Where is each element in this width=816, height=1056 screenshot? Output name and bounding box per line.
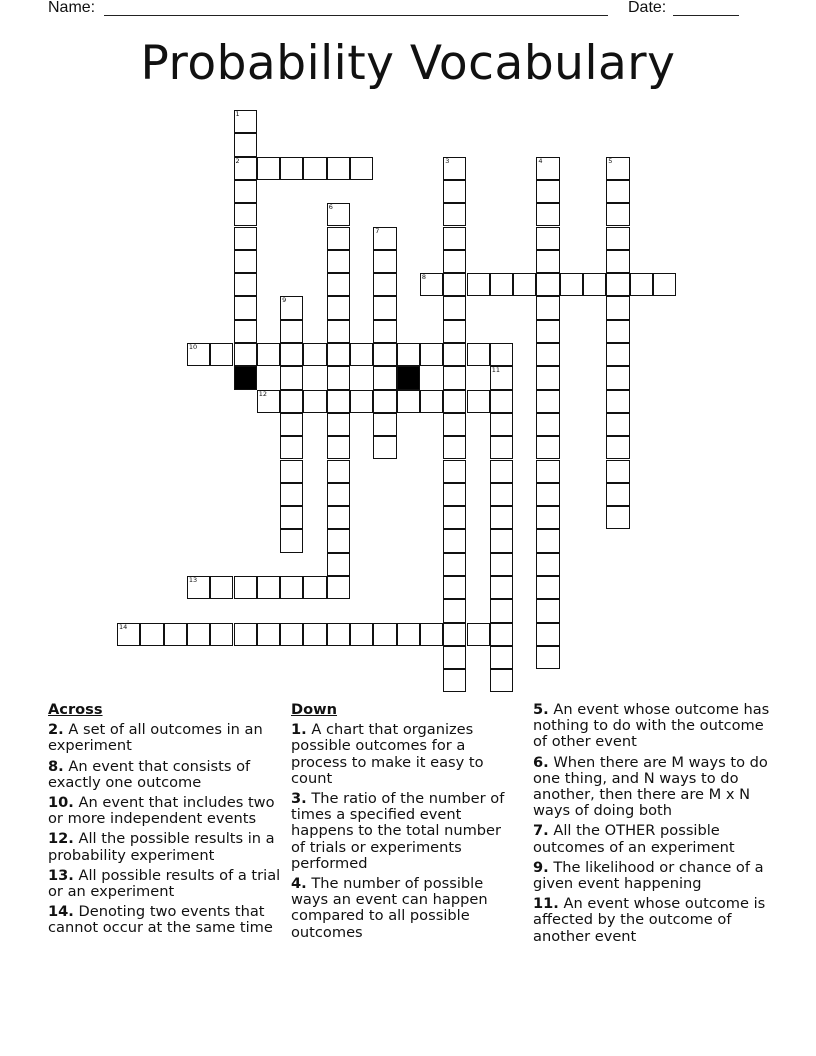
crossword-cell[interactable] bbox=[606, 436, 629, 459]
clue-number-label: 9. bbox=[533, 858, 549, 876]
crossword-cell[interactable] bbox=[653, 273, 676, 296]
clue-number: 5 bbox=[608, 156, 613, 165]
clue-number: 10 bbox=[188, 343, 198, 351]
clue-text: All the possible results in a probability experiment bbox=[48, 830, 275, 864]
across-clue bbox=[48, 795, 282, 827]
crossword-cell[interactable] bbox=[210, 343, 233, 366]
down-clue bbox=[533, 702, 773, 751]
crossword-cell[interactable] bbox=[420, 623, 443, 646]
crossword-cell[interactable] bbox=[350, 343, 373, 366]
crossword-cell[interactable] bbox=[373, 343, 396, 366]
crossword-cell[interactable] bbox=[373, 273, 396, 296]
crossword-cell[interactable] bbox=[606, 227, 629, 250]
crossword-cell[interactable] bbox=[490, 413, 513, 436]
crossword-cell[interactable] bbox=[536, 296, 559, 319]
across-heading: Across bbox=[48, 701, 103, 718]
crossword-cell[interactable] bbox=[536, 506, 559, 529]
clue-number-label: 14. bbox=[48, 903, 74, 921]
crossword-cell[interactable] bbox=[443, 203, 466, 226]
crossword-cell[interactable] bbox=[350, 157, 373, 180]
crossword-cell[interactable] bbox=[536, 529, 559, 552]
crossword-cell[interactable] bbox=[373, 390, 396, 413]
crossword-cell[interactable] bbox=[606, 366, 629, 389]
clue-text: The ratio of the number of times a specified event happens to the total number of trials or experiments performed bbox=[291, 790, 505, 872]
crossword-cell[interactable] bbox=[443, 320, 466, 343]
crossword-cell[interactable] bbox=[234, 623, 257, 646]
clues-column-2 bbox=[291, 702, 511, 945]
crossword-cell[interactable] bbox=[443, 436, 466, 459]
crossword-cell[interactable] bbox=[606, 320, 629, 343]
across-clue bbox=[48, 904, 282, 936]
crossword-cell[interactable] bbox=[257, 576, 280, 599]
crossword-cell[interactable] bbox=[536, 157, 559, 180]
clue-number: 11 bbox=[491, 366, 501, 375]
clue-number-label: 10. bbox=[48, 794, 74, 812]
crossword-cell[interactable] bbox=[350, 623, 373, 646]
crossword-cell[interactable] bbox=[373, 623, 396, 646]
crossword-cell[interactable] bbox=[327, 413, 350, 436]
clue-text: An event whose outcome has nothing to do with the outcome of other event bbox=[533, 701, 770, 751]
crossword-cell[interactable] bbox=[490, 529, 513, 552]
crossword-cell[interactable] bbox=[443, 366, 466, 389]
crossword-cell[interactable] bbox=[467, 390, 490, 413]
crossword-cell[interactable] bbox=[234, 320, 257, 343]
crossword-cell[interactable] bbox=[303, 623, 326, 646]
across-clue bbox=[48, 831, 282, 863]
clue-number-label: 3. bbox=[291, 790, 307, 808]
clue-number-label: 1. bbox=[291, 721, 307, 739]
crossword-cell[interactable] bbox=[443, 576, 466, 599]
crossword-cell[interactable] bbox=[467, 273, 490, 296]
crossword-cell[interactable] bbox=[280, 623, 303, 646]
crossword-cell[interactable] bbox=[373, 227, 396, 250]
crossword-cell[interactable] bbox=[606, 483, 629, 506]
crossword-cell[interactable] bbox=[234, 110, 257, 133]
crossword-cell[interactable] bbox=[210, 576, 233, 599]
crossword-cell[interactable] bbox=[606, 273, 629, 296]
crossword-cell[interactable] bbox=[513, 273, 536, 296]
crossword-cell[interactable] bbox=[443, 623, 466, 646]
crossword-cell[interactable] bbox=[280, 436, 303, 459]
crossword-cell[interactable] bbox=[443, 483, 466, 506]
crossword-cell[interactable] bbox=[327, 296, 350, 319]
crossword-cell[interactable] bbox=[536, 203, 559, 226]
crossword-cell[interactable] bbox=[327, 529, 350, 552]
crossword-cell[interactable] bbox=[280, 483, 303, 506]
crossword-cell[interactable] bbox=[536, 460, 559, 483]
crossword-cell[interactable] bbox=[630, 273, 653, 296]
crossword-cell[interactable] bbox=[490, 273, 513, 296]
crossword-cell[interactable] bbox=[373, 296, 396, 319]
crossword-cell[interactable] bbox=[606, 413, 629, 436]
crossword-cell[interactable] bbox=[490, 483, 513, 506]
crossword-cell[interactable] bbox=[443, 296, 466, 319]
crossword-cell[interactable] bbox=[327, 623, 350, 646]
crossword-cell[interactable] bbox=[536, 227, 559, 250]
clue-number-label: 13. bbox=[48, 866, 74, 884]
name-label: Name: bbox=[48, 0, 96, 16]
crossword-cell[interactable] bbox=[280, 529, 303, 552]
clue-number-label: 11. bbox=[533, 895, 559, 913]
down-clue-list-continued bbox=[533, 702, 773, 945]
crossword-cell[interactable] bbox=[303, 343, 326, 366]
crossword-cell[interactable] bbox=[117, 623, 140, 646]
crossword-cell[interactable] bbox=[536, 553, 559, 576]
crossword-cell[interactable] bbox=[443, 413, 466, 436]
crossword-cell[interactable] bbox=[443, 553, 466, 576]
crossword-cell[interactable] bbox=[303, 390, 326, 413]
date-label: Date: bbox=[628, 0, 667, 16]
crossword-cell[interactable] bbox=[234, 296, 257, 319]
down-heading: Down bbox=[291, 701, 338, 718]
crossword-cell[interactable] bbox=[327, 366, 350, 389]
crossword-cell[interactable] bbox=[327, 576, 350, 599]
crossword-cell[interactable] bbox=[280, 506, 303, 529]
crossword-cell[interactable] bbox=[490, 366, 513, 389]
crossword-cell[interactable] bbox=[280, 413, 303, 436]
black-cell bbox=[397, 366, 420, 389]
crossword-cell[interactable] bbox=[420, 390, 443, 413]
crossword-cell[interactable] bbox=[583, 273, 606, 296]
crossword-cell[interactable] bbox=[536, 390, 559, 413]
crossword-cell[interactable] bbox=[443, 599, 466, 622]
crossword-cell[interactable] bbox=[443, 460, 466, 483]
clue-text: A set of all outcomes in an experiment bbox=[48, 721, 263, 755]
crossword-cell[interactable] bbox=[606, 343, 629, 366]
crossword-cell[interactable] bbox=[280, 157, 303, 180]
clue-number: 3 bbox=[445, 156, 450, 165]
clue-number-label: 5. bbox=[533, 701, 549, 718]
crossword-cell[interactable] bbox=[420, 273, 443, 296]
crossword-cell[interactable] bbox=[257, 623, 280, 646]
crossword-cell[interactable] bbox=[327, 460, 350, 483]
clue-number: 1 bbox=[235, 110, 240, 118]
crossword-cell[interactable] bbox=[490, 553, 513, 576]
clue-text: The number of possible ways an event can happen compared to all possible outcomes bbox=[291, 875, 488, 941]
clue-text: All possible results of a trial or an experiment bbox=[48, 866, 281, 901]
crossword-cell[interactable] bbox=[350, 390, 373, 413]
crossword-cell[interactable] bbox=[140, 623, 163, 646]
crossword-cell[interactable] bbox=[234, 227, 257, 250]
crossword-cell[interactable] bbox=[490, 669, 513, 692]
crossword-cell[interactable] bbox=[280, 460, 303, 483]
clue-text: A chart that organizes possible outcomes for a process to make it easy to count bbox=[291, 721, 484, 787]
crossword-cell[interactable] bbox=[373, 250, 396, 273]
across-clue bbox=[48, 868, 282, 900]
crossword-cell[interactable] bbox=[536, 413, 559, 436]
crossword-cell[interactable] bbox=[490, 646, 513, 669]
clue-number-label: 8. bbox=[48, 757, 64, 775]
crossword-cell[interactable] bbox=[187, 343, 210, 366]
across-clue bbox=[48, 759, 282, 791]
crossword-cell[interactable] bbox=[443, 157, 466, 180]
clue-number-label: 6. bbox=[533, 753, 549, 771]
down-clue bbox=[291, 791, 511, 872]
crossword-cell[interactable] bbox=[536, 483, 559, 506]
clue-number: 4 bbox=[538, 156, 543, 165]
crossword-cell[interactable] bbox=[443, 343, 466, 366]
crossword-cell[interactable] bbox=[490, 390, 513, 413]
crossword-cell[interactable] bbox=[327, 320, 350, 343]
clue-number-label: 12. bbox=[48, 830, 74, 848]
crossword-cell[interactable] bbox=[234, 343, 257, 366]
crossword-cell[interactable] bbox=[234, 576, 257, 599]
crossword-cell[interactable] bbox=[536, 599, 559, 622]
crossword-cell[interactable] bbox=[397, 623, 420, 646]
clue-text: An event that includes two or more independent events bbox=[48, 794, 275, 828]
crossword-cell[interactable] bbox=[467, 623, 490, 646]
crossword-cell[interactable] bbox=[327, 157, 350, 180]
crossword-cell[interactable] bbox=[327, 203, 350, 226]
crossword-cell[interactable] bbox=[536, 366, 559, 389]
crossword-cell[interactable] bbox=[327, 483, 350, 506]
down-clue bbox=[533, 823, 773, 855]
crossword-cell[interactable] bbox=[443, 180, 466, 203]
crossword-cell[interactable] bbox=[443, 390, 466, 413]
crossword-cell[interactable] bbox=[606, 250, 629, 273]
crossword-cell[interactable] bbox=[257, 343, 280, 366]
crossword-cell[interactable] bbox=[606, 203, 629, 226]
down-clue bbox=[291, 876, 511, 941]
crossword-cell[interactable] bbox=[606, 506, 629, 529]
crossword-cell[interactable] bbox=[606, 296, 629, 319]
crossword-cell[interactable] bbox=[327, 553, 350, 576]
crossword-cell[interactable] bbox=[327, 436, 350, 459]
crossword-cell[interactable] bbox=[397, 343, 420, 366]
crossword-cell[interactable] bbox=[257, 390, 280, 413]
clue-number: 8 bbox=[421, 273, 427, 282]
across-clue-list bbox=[48, 722, 282, 936]
crossword-cell[interactable] bbox=[234, 133, 257, 156]
crossword-cell[interactable] bbox=[443, 227, 466, 250]
crossword-cell[interactable] bbox=[164, 623, 187, 646]
down-clue bbox=[533, 755, 773, 820]
down-clue bbox=[533, 896, 773, 945]
clue-number: 2 bbox=[235, 156, 240, 165]
crossword-cell[interactable] bbox=[327, 227, 350, 250]
crossword-cell[interactable] bbox=[536, 180, 559, 203]
down-clue bbox=[291, 722, 511, 787]
across-clue bbox=[48, 722, 282, 754]
crossword-cell[interactable] bbox=[443, 669, 466, 692]
crossword-cell[interactable] bbox=[536, 320, 559, 343]
crossword-cell[interactable] bbox=[373, 413, 396, 436]
crossword-cell[interactable] bbox=[490, 343, 513, 366]
clue-number-label: 2. bbox=[48, 721, 64, 739]
black-cell bbox=[234, 366, 257, 389]
crossword-cell[interactable] bbox=[280, 390, 303, 413]
crossword-cell[interactable] bbox=[327, 390, 350, 413]
crossword-cell[interactable] bbox=[490, 506, 513, 529]
crossword-cell[interactable] bbox=[373, 366, 396, 389]
crossword-cell[interactable] bbox=[327, 273, 350, 296]
crossword-cell[interactable] bbox=[490, 599, 513, 622]
crossword-cell[interactable] bbox=[373, 320, 396, 343]
crossword-cell[interactable] bbox=[187, 576, 210, 599]
crossword-cell[interactable] bbox=[327, 250, 350, 273]
crossword-cell[interactable] bbox=[280, 576, 303, 599]
crossword-cell[interactable] bbox=[234, 203, 257, 226]
crossword-cell[interactable] bbox=[234, 157, 257, 180]
clue-number: 13 bbox=[188, 576, 198, 584]
crossword-cell[interactable] bbox=[606, 180, 629, 203]
clue-number-label: 4. bbox=[291, 875, 307, 893]
crossword-cell[interactable] bbox=[420, 343, 443, 366]
crossword-cell[interactable] bbox=[187, 623, 210, 646]
clue-text: When there are M ways to do one thing, and N ways to do another, then there are M x N ways of doing both bbox=[533, 753, 768, 820]
clue-text: Denoting two events that cannot occur at the same time bbox=[48, 903, 273, 937]
crossword-cell[interactable] bbox=[234, 180, 257, 203]
page-title: Probability Vocabulary bbox=[140, 36, 676, 91]
crossword-cell[interactable] bbox=[536, 646, 559, 669]
crossword-cell[interactable] bbox=[210, 623, 233, 646]
crossword-cell[interactable] bbox=[234, 250, 257, 273]
crossword-cell[interactable] bbox=[467, 343, 490, 366]
down-clue bbox=[533, 860, 773, 892]
crossword-cell[interactable] bbox=[280, 366, 303, 389]
crossword-cell[interactable] bbox=[280, 343, 303, 366]
clue-number: 12 bbox=[258, 389, 268, 398]
crossword-cell[interactable] bbox=[327, 506, 350, 529]
crossword-cell[interactable] bbox=[280, 296, 303, 319]
crossword-cell[interactable] bbox=[536, 273, 559, 296]
clue-text: The likelihood or chance of a given event happening bbox=[533, 858, 764, 893]
clue-text: An event whose outcome is affected by the outcome of another event bbox=[533, 895, 766, 945]
crossword-cell[interactable] bbox=[606, 390, 629, 413]
clues-column-3 bbox=[533, 702, 773, 949]
crossword-cell[interactable] bbox=[443, 273, 466, 296]
crossword-cell[interactable] bbox=[443, 646, 466, 669]
crossword-cell[interactable] bbox=[397, 390, 420, 413]
down-clue-list bbox=[291, 722, 511, 941]
crossword-cell[interactable] bbox=[303, 576, 326, 599]
crossword-cell[interactable] bbox=[490, 576, 513, 599]
clue-text: An event that consists of exactly one outcome bbox=[48, 757, 251, 791]
crossword-cell[interactable] bbox=[490, 436, 513, 459]
crossword-cell[interactable] bbox=[536, 623, 559, 646]
crossword-cell[interactable] bbox=[490, 460, 513, 483]
crossword-cell[interactable] bbox=[303, 157, 326, 180]
clue-text: All the OTHER possible outcomes of an experiment bbox=[533, 822, 735, 856]
clue-number: 6 bbox=[328, 203, 333, 212]
crossword-cell[interactable] bbox=[327, 343, 350, 366]
crossword-cell[interactable] bbox=[234, 273, 257, 296]
crossword-cell[interactable] bbox=[536, 576, 559, 599]
clue-number-label: 7. bbox=[533, 822, 549, 840]
crossword-cell[interactable] bbox=[443, 250, 466, 273]
clue-number: 9 bbox=[282, 296, 287, 305]
crossword-cell[interactable] bbox=[606, 460, 629, 483]
crossword-cell[interactable] bbox=[606, 157, 629, 180]
crossword-cell[interactable] bbox=[536, 436, 559, 459]
crossword-cell[interactable] bbox=[536, 250, 559, 273]
clues-column-1 bbox=[48, 702, 282, 941]
crossword-cell[interactable] bbox=[443, 506, 466, 529]
crossword-cell[interactable] bbox=[490, 623, 513, 646]
crossword-cell[interactable] bbox=[257, 157, 280, 180]
clue-number: 14 bbox=[119, 622, 128, 631]
crossword-cell[interactable] bbox=[373, 436, 396, 459]
crossword-cell[interactable] bbox=[280, 320, 303, 343]
crossword-cell[interactable] bbox=[536, 343, 559, 366]
crossword-cell[interactable] bbox=[443, 529, 466, 552]
crossword-cell[interactable] bbox=[560, 273, 583, 296]
clue-number: 7 bbox=[375, 226, 380, 235]
